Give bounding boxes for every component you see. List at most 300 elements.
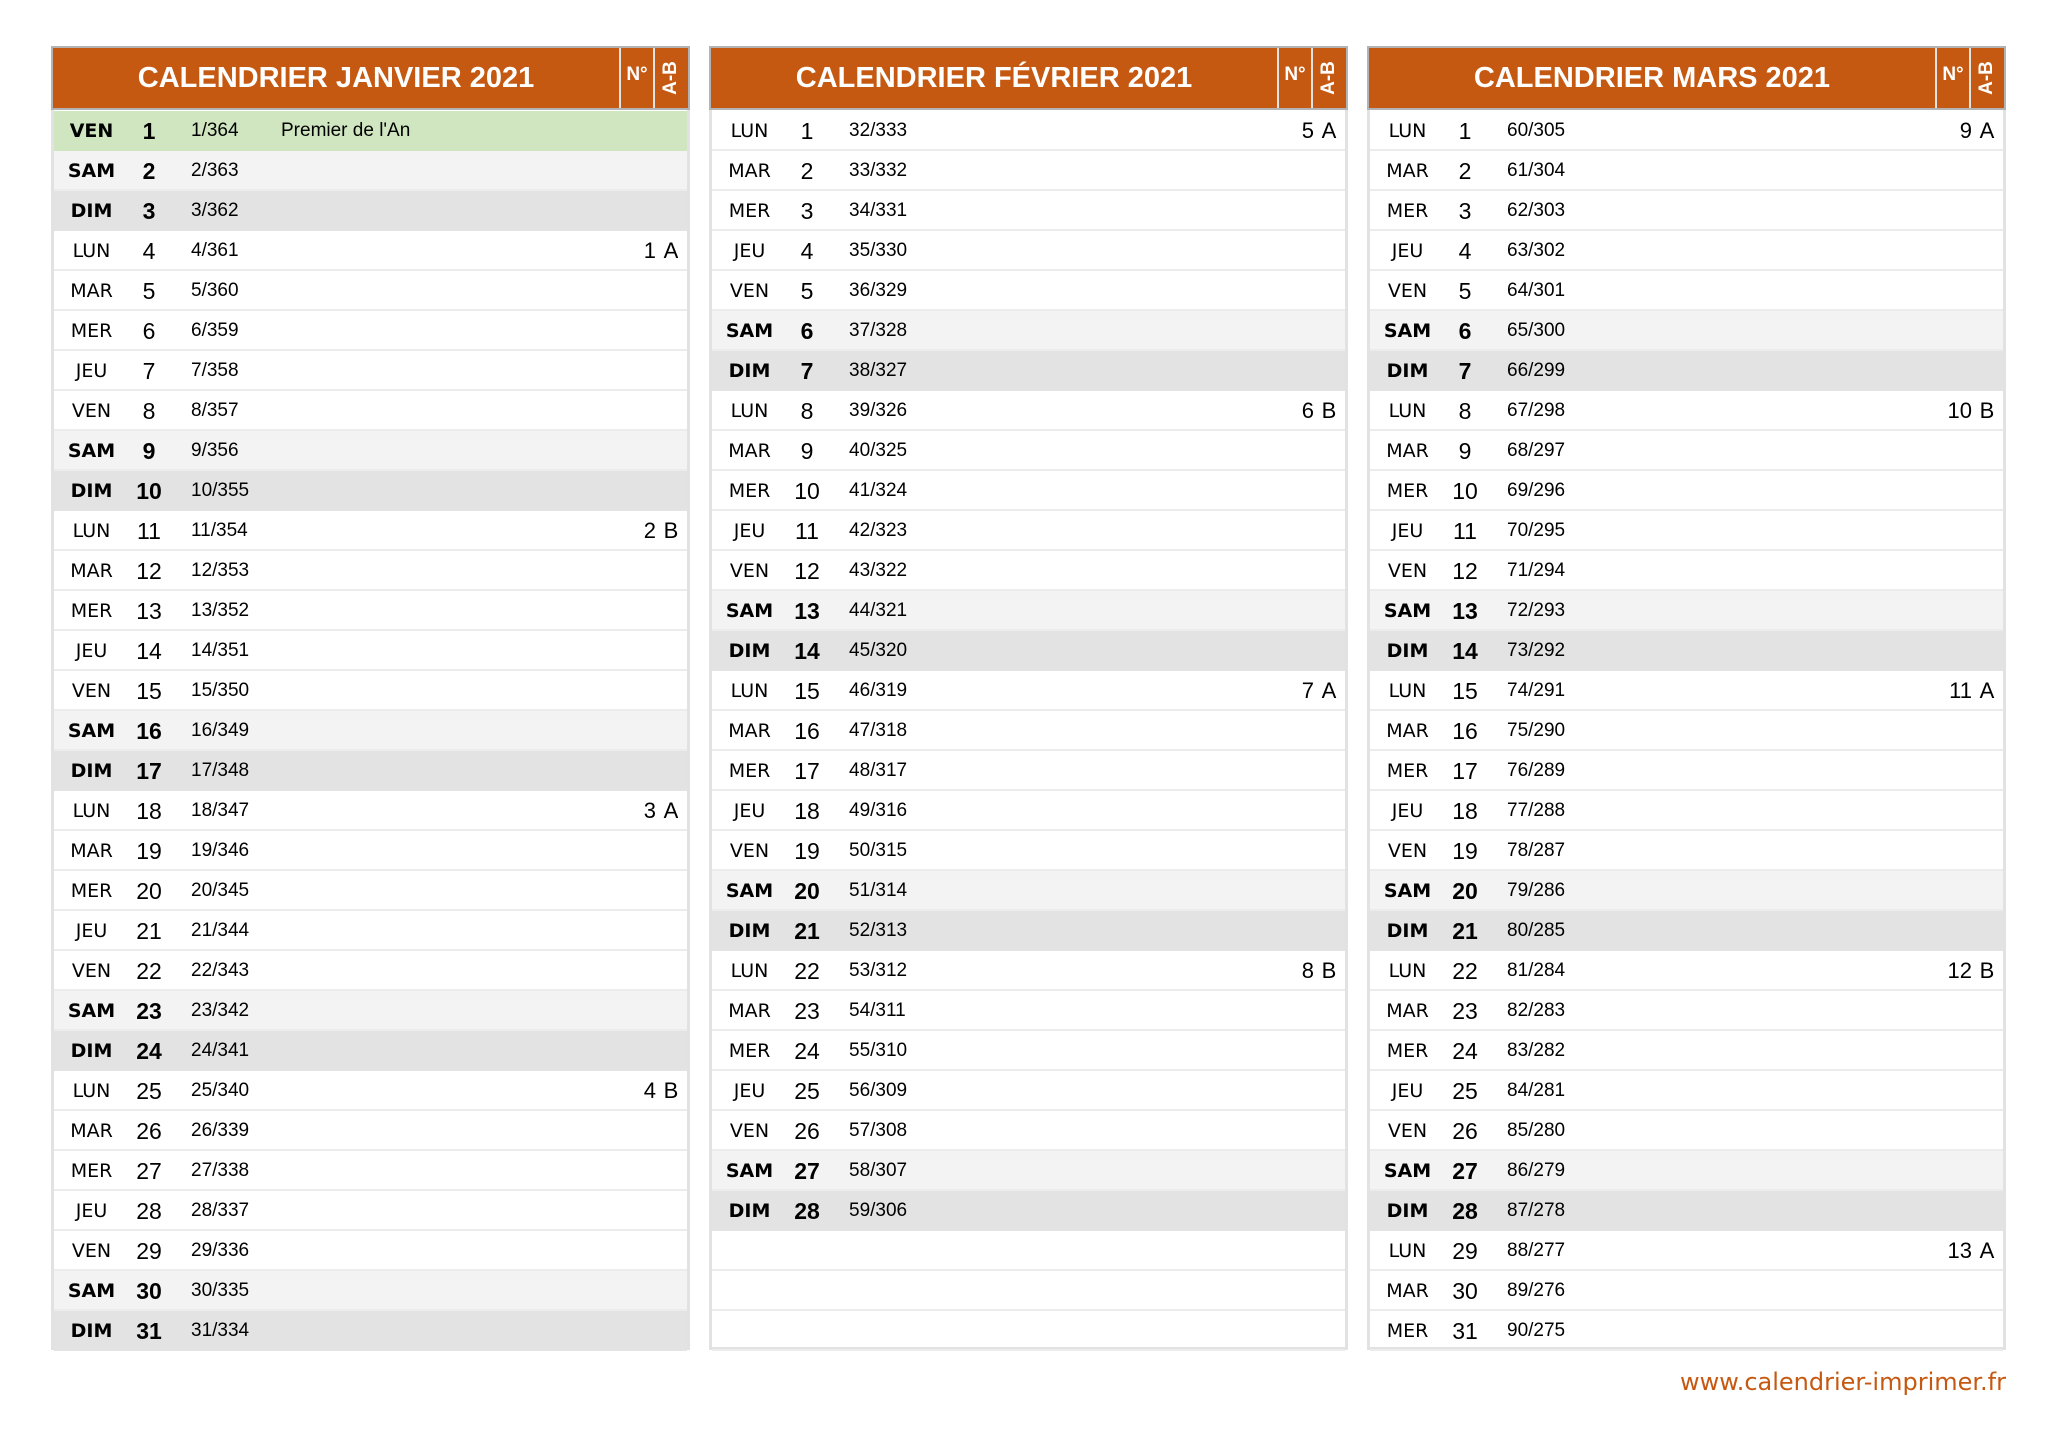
day-of-year: 74/291 xyxy=(1507,680,1566,701)
weekday-name: VEN xyxy=(69,120,114,142)
day-of-year: 1/364 xyxy=(191,120,239,141)
day-number: 26 xyxy=(1452,1118,1478,1144)
weekday-name: JEU xyxy=(733,1080,766,1102)
day-row xyxy=(1370,311,2003,351)
day-of-year: 31/334 xyxy=(191,1320,250,1341)
weekday-name: MER xyxy=(70,880,113,902)
day-row xyxy=(1370,871,2003,911)
day-of-year: 56/309 xyxy=(849,1080,908,1101)
day-of-year: 83/282 xyxy=(1507,1040,1566,1061)
day-number: 23 xyxy=(136,998,162,1024)
day-number: 24 xyxy=(1452,1038,1478,1064)
month-table-march xyxy=(1367,46,2006,1350)
day-row xyxy=(1370,591,2003,631)
day-number: 9 xyxy=(1458,438,1472,464)
day-of-year: 36/329 xyxy=(849,280,908,301)
day-of-year: 57/308 xyxy=(849,1120,908,1141)
day-row xyxy=(1370,191,2003,231)
day-row xyxy=(54,791,687,831)
day-number: 21 xyxy=(1452,918,1478,944)
day-of-year: 67/298 xyxy=(1507,400,1566,421)
day-number: 26 xyxy=(136,1118,162,1144)
day-of-year: 47/318 xyxy=(849,720,908,741)
day-of-year: 60/305 xyxy=(1507,120,1566,141)
day-row xyxy=(1370,1271,2003,1311)
day-row xyxy=(1370,831,2003,871)
weekday-name: JEU xyxy=(75,640,108,662)
weekday-name: VEN xyxy=(1387,840,1428,862)
weekday-name: DIM xyxy=(70,760,113,782)
day-number: 7 xyxy=(142,358,156,384)
day-number: 14 xyxy=(794,638,820,664)
day-number: 20 xyxy=(1452,878,1478,904)
day-row xyxy=(712,1031,1345,1071)
ab-week-header xyxy=(1969,48,2003,108)
day-of-year: 73/292 xyxy=(1507,640,1566,661)
weekday-name: JEU xyxy=(1391,240,1424,262)
day-number: 30 xyxy=(1452,1278,1478,1304)
day-number: 11 xyxy=(137,518,161,544)
weekday-name: MAR xyxy=(70,560,113,582)
day-row xyxy=(712,1151,1345,1191)
weekday-name: MER xyxy=(70,1160,113,1182)
day-of-year: 63/302 xyxy=(1507,240,1566,261)
weekday-name: MAR xyxy=(1386,1280,1429,1302)
week-ab: A xyxy=(1979,678,1995,703)
day-row xyxy=(1370,1071,2003,1111)
weekday-name: MER xyxy=(1386,480,1429,502)
day-of-year: 27/338 xyxy=(191,1160,250,1181)
weekday-name: DIM xyxy=(1386,1200,1429,1222)
weekday-name: MAR xyxy=(1386,160,1429,182)
weekday-name: MAR xyxy=(728,440,771,462)
day-number: 15 xyxy=(794,678,820,704)
day-number: 23 xyxy=(794,998,820,1024)
weekday-name: VEN xyxy=(71,400,112,422)
weekday-name: SAM xyxy=(67,160,116,182)
week-ab: A xyxy=(1979,1238,1995,1263)
day-row xyxy=(54,871,687,911)
day-of-year: 5/360 xyxy=(191,280,239,301)
weekday-name: MAR xyxy=(70,1120,113,1142)
footer-website[interactable]: www.calendrier-imprimer.fr xyxy=(1680,1368,2006,1396)
week-ab: A xyxy=(1321,118,1337,143)
day-of-year: 51/314 xyxy=(849,880,908,901)
day-row xyxy=(1370,351,2003,391)
day-row xyxy=(712,311,1345,351)
weekday-name: MER xyxy=(70,600,113,622)
weekday-name: JEU xyxy=(733,520,766,542)
day-number: 22 xyxy=(136,958,162,984)
day-row xyxy=(1370,951,2003,991)
day-of-year: 58/307 xyxy=(849,1160,908,1181)
day-row xyxy=(54,271,687,311)
weekday-name: SAM xyxy=(725,320,774,342)
day-row xyxy=(1370,391,2003,431)
day-row xyxy=(1370,511,2003,551)
day-row xyxy=(712,271,1345,311)
day-number: 23 xyxy=(1452,998,1478,1024)
day-row xyxy=(1370,631,2003,671)
day-of-year: 22/343 xyxy=(191,960,250,981)
weekday-name: DIM xyxy=(70,1320,113,1342)
day-of-year: 18/347 xyxy=(191,800,250,821)
day-of-year: 53/312 xyxy=(849,960,908,981)
day-number: 1 xyxy=(142,118,156,144)
week-ab: B xyxy=(1321,398,1337,423)
day-of-year: 89/276 xyxy=(1507,1280,1566,1301)
day-row xyxy=(54,631,687,671)
weekday-name: JEU xyxy=(75,920,108,942)
month-header xyxy=(709,46,1348,110)
day-of-year: 15/350 xyxy=(191,680,250,701)
day-of-year: 29/336 xyxy=(191,1240,250,1261)
week-ab: B xyxy=(663,518,679,543)
ab-week-header-label: A-B xyxy=(1318,61,1339,95)
month-table-february xyxy=(709,46,1348,1350)
week-ab: B xyxy=(1321,958,1337,983)
day-of-year: 90/275 xyxy=(1507,1320,1566,1341)
week-number: 4 xyxy=(643,1078,656,1103)
day-of-year: 87/278 xyxy=(1507,1200,1566,1221)
day-number: 24 xyxy=(136,1038,162,1064)
day-number: 17 xyxy=(1452,758,1478,784)
day-of-year: 13/352 xyxy=(191,600,250,621)
day-row xyxy=(712,1271,1345,1311)
weekday-name: LUN xyxy=(730,960,769,982)
weekday-name: MAR xyxy=(70,280,113,302)
weekday-name: LUN xyxy=(1388,960,1427,982)
month-title: CALENDRIER JANVIER 2021 xyxy=(137,62,535,94)
day-row xyxy=(54,991,687,1031)
day-row xyxy=(1370,431,2003,471)
day-number: 16 xyxy=(794,718,820,744)
event-label: Premier de l'An xyxy=(281,120,411,141)
day-row xyxy=(712,511,1345,551)
day-number: 10 xyxy=(1452,478,1478,504)
day-number: 19 xyxy=(1452,838,1478,864)
day-row xyxy=(712,551,1345,591)
weekday-name: DIM xyxy=(1386,360,1429,382)
day-number: 3 xyxy=(142,198,156,224)
day-number: 14 xyxy=(136,638,162,664)
day-row xyxy=(712,351,1345,391)
day-number: 15 xyxy=(136,678,162,704)
weekday-name: SAM xyxy=(67,720,116,742)
weekday-name: DIM xyxy=(70,480,113,502)
weekday-name: VEN xyxy=(1387,280,1428,302)
weekday-name: VEN xyxy=(1387,1120,1428,1142)
week-number: 11 xyxy=(1949,678,1972,703)
week-ab: A xyxy=(1321,678,1337,703)
day-number: 12 xyxy=(794,558,820,584)
weekday-name: VEN xyxy=(71,960,112,982)
day-of-year: 78/287 xyxy=(1507,840,1566,861)
day-row xyxy=(54,1191,687,1231)
week-number: 1 xyxy=(643,238,656,263)
day-row xyxy=(54,1271,687,1311)
day-row xyxy=(54,431,687,471)
day-number: 13 xyxy=(1452,598,1478,624)
day-of-year: 61/304 xyxy=(1507,160,1566,181)
weekday-name: DIM xyxy=(70,1040,113,1062)
day-row xyxy=(712,151,1345,191)
day-number: 5 xyxy=(800,278,814,304)
weekday-name: DIM xyxy=(728,640,771,662)
day-of-year: 85/280 xyxy=(1507,1120,1566,1141)
day-row xyxy=(712,751,1345,791)
weekday-name: VEN xyxy=(1387,560,1428,582)
day-number: 12 xyxy=(136,558,162,584)
day-of-year: 68/297 xyxy=(1507,440,1566,461)
weekday-name: SAM xyxy=(1383,1160,1432,1182)
day-of-year: 80/285 xyxy=(1507,920,1566,941)
weekday-name: SAM xyxy=(1383,880,1432,902)
day-of-year: 8/357 xyxy=(191,400,239,421)
day-row xyxy=(1370,111,2003,151)
day-row xyxy=(54,831,687,871)
day-of-year: 79/286 xyxy=(1507,880,1566,901)
weekday-name: JEU xyxy=(733,240,766,262)
weekday-name: VEN xyxy=(729,280,770,302)
day-number: 27 xyxy=(1452,1158,1478,1184)
day-number: 22 xyxy=(1452,958,1478,984)
day-of-year: 35/330 xyxy=(849,240,908,261)
day-of-year: 10/355 xyxy=(191,480,250,501)
day-of-year: 54/311 xyxy=(849,1000,906,1021)
day-row xyxy=(712,1311,1345,1351)
day-of-year: 75/290 xyxy=(1507,720,1566,741)
day-of-year: 41/324 xyxy=(849,480,908,501)
day-of-year: 12/353 xyxy=(191,560,250,581)
day-row xyxy=(712,111,1345,151)
day-row xyxy=(54,911,687,951)
day-row xyxy=(1370,791,2003,831)
month-table-january xyxy=(51,46,690,1350)
weekday-name: LUN xyxy=(72,800,111,822)
day-of-year: 25/340 xyxy=(191,1080,250,1101)
day-row xyxy=(712,711,1345,751)
day-number: 1 xyxy=(800,118,814,144)
day-of-year: 65/300 xyxy=(1507,320,1566,341)
weekday-name: LUN xyxy=(72,240,111,262)
day-number: 11 xyxy=(795,518,819,544)
day-number: 2 xyxy=(142,158,156,184)
day-number: 28 xyxy=(136,1198,162,1224)
week-ab: A xyxy=(663,238,679,263)
day-of-year: 21/344 xyxy=(191,920,250,941)
day-number: 27 xyxy=(794,1158,820,1184)
day-row xyxy=(54,751,687,791)
day-number: 2 xyxy=(800,158,814,184)
day-number: 29 xyxy=(136,1238,162,1264)
day-of-year: 19/346 xyxy=(191,840,250,861)
day-number: 10 xyxy=(136,478,162,504)
week-number: 7 xyxy=(1301,678,1314,703)
weekday-name: LUN xyxy=(730,400,769,422)
weekday-name: MER xyxy=(1386,200,1429,222)
weekday-name: VEN xyxy=(729,1120,770,1142)
day-number: 19 xyxy=(794,838,820,864)
day-number: 16 xyxy=(1452,718,1478,744)
weekday-name: SAM xyxy=(725,1160,774,1182)
day-number: 17 xyxy=(794,758,820,784)
day-number: 4 xyxy=(142,238,156,264)
week-ab: B xyxy=(1979,398,1995,423)
day-row xyxy=(54,511,687,551)
day-row xyxy=(712,791,1345,831)
day-number: 28 xyxy=(794,1198,820,1224)
month-header xyxy=(51,46,690,110)
day-row xyxy=(1370,151,2003,191)
day-row xyxy=(54,1311,687,1351)
day-row xyxy=(712,951,1345,991)
day-of-year: 62/303 xyxy=(1507,200,1566,221)
day-row xyxy=(1370,751,2003,791)
day-of-year: 30/335 xyxy=(191,1280,250,1301)
day-of-year: 71/294 xyxy=(1507,560,1566,581)
day-of-year: 59/306 xyxy=(849,1200,908,1221)
day-row xyxy=(1370,471,2003,511)
day-of-year: 69/296 xyxy=(1507,480,1566,501)
day-row xyxy=(1370,911,2003,951)
day-number: 28 xyxy=(1452,1198,1478,1224)
day-row xyxy=(54,391,687,431)
day-of-year: 26/339 xyxy=(191,1120,250,1141)
day-row xyxy=(1370,271,2003,311)
day-row xyxy=(1370,711,2003,751)
day-number: 31 xyxy=(136,1318,162,1344)
day-row xyxy=(1370,1151,2003,1191)
day-of-year: 88/277 xyxy=(1507,1240,1566,1261)
weekday-name: DIM xyxy=(70,200,113,222)
day-number: 6 xyxy=(142,318,156,344)
weekday-name: LUN xyxy=(730,120,769,142)
day-number: 20 xyxy=(136,878,162,904)
day-number: 8 xyxy=(1458,398,1472,424)
day-row xyxy=(712,1191,1345,1231)
day-row xyxy=(54,1231,687,1271)
weekday-name: MER xyxy=(728,1040,771,1062)
day-of-year: 2/363 xyxy=(191,160,239,181)
weekday-name: VEN xyxy=(729,560,770,582)
day-row xyxy=(712,471,1345,511)
day-of-year: 42/323 xyxy=(849,520,908,541)
day-row xyxy=(54,671,687,711)
day-of-year: 77/288 xyxy=(1507,800,1566,821)
day-number: 16 xyxy=(136,718,162,744)
week-number: 2 xyxy=(643,518,656,543)
day-number: 14 xyxy=(1452,638,1478,664)
day-number: 30 xyxy=(136,1278,162,1304)
week-number: 5 xyxy=(1301,118,1314,143)
day-number: 19 xyxy=(136,838,162,864)
day-row xyxy=(712,591,1345,631)
day-row xyxy=(54,551,687,591)
day-of-year: 37/328 xyxy=(849,320,908,341)
weekday-name: MER xyxy=(70,320,113,342)
day-row xyxy=(1370,1031,2003,1071)
weekday-name: JEU xyxy=(733,800,766,822)
day-row xyxy=(1370,1311,2003,1351)
day-row xyxy=(54,951,687,991)
day-of-year: 11/354 xyxy=(191,520,248,541)
day-row xyxy=(54,471,687,511)
day-of-year: 55/310 xyxy=(849,1040,908,1061)
day-of-year: 33/332 xyxy=(849,160,908,181)
weekday-name: MAR xyxy=(1386,440,1429,462)
month-header xyxy=(1367,46,2006,110)
day-number: 6 xyxy=(800,318,814,344)
day-of-year: 64/301 xyxy=(1507,280,1566,301)
weekday-name: LUN xyxy=(1388,680,1427,702)
weekday-name: MAR xyxy=(728,720,771,742)
day-row xyxy=(54,1031,687,1071)
day-row xyxy=(54,1111,687,1151)
day-row xyxy=(712,911,1345,951)
day-number: 21 xyxy=(136,918,162,944)
day-of-year: 48/317 xyxy=(849,760,908,781)
weekday-name: SAM xyxy=(67,1000,116,1022)
day-row xyxy=(54,1151,687,1191)
day-row xyxy=(712,231,1345,271)
day-of-year: 72/293 xyxy=(1507,600,1566,621)
week-ab: A xyxy=(1979,118,1995,143)
day-row xyxy=(54,591,687,631)
week-number: 3 xyxy=(643,798,656,823)
day-of-year: 49/316 xyxy=(849,800,908,821)
day-row xyxy=(1370,1111,2003,1151)
weekday-name: MAR xyxy=(728,160,771,182)
weekday-name: MAR xyxy=(1386,720,1429,742)
day-row xyxy=(712,631,1345,671)
day-of-year: 32/333 xyxy=(849,120,908,141)
day-row xyxy=(54,351,687,391)
day-number: 13 xyxy=(136,598,162,624)
day-number: 5 xyxy=(142,278,156,304)
day-number: 7 xyxy=(800,358,814,384)
weekday-name: MAR xyxy=(728,1000,771,1022)
day-number: 3 xyxy=(800,198,814,224)
weekday-name: SAM xyxy=(67,440,116,462)
day-row xyxy=(54,311,687,351)
day-row xyxy=(54,711,687,751)
day-rows xyxy=(54,111,687,1351)
day-of-year: 17/348 xyxy=(191,760,250,781)
weekday-name: SAM xyxy=(67,1280,116,1302)
day-row xyxy=(712,1231,1345,1271)
weekday-name: MER xyxy=(728,760,771,782)
day-rows xyxy=(712,111,1345,1351)
day-rows xyxy=(1370,111,2003,1351)
day-of-year: 24/341 xyxy=(191,1040,250,1061)
day-number: 31 xyxy=(1452,1318,1478,1344)
day-row xyxy=(54,111,687,151)
day-number: 6 xyxy=(1458,318,1472,344)
month-title: CALENDRIER MARS 2021 xyxy=(1473,62,1831,94)
weekday-name: DIM xyxy=(728,920,771,942)
week-ab: A xyxy=(663,798,679,823)
day-row xyxy=(712,871,1345,911)
week-ab: B xyxy=(1979,958,1995,983)
weekday-name: JEU xyxy=(1391,1080,1424,1102)
day-number: 12 xyxy=(1452,558,1478,584)
weekday-name: LUN xyxy=(1388,120,1427,142)
week-number-header: N° xyxy=(619,48,653,108)
day-row xyxy=(1370,991,2003,1031)
day-number: 9 xyxy=(800,438,814,464)
day-of-year: 20/345 xyxy=(191,880,250,901)
